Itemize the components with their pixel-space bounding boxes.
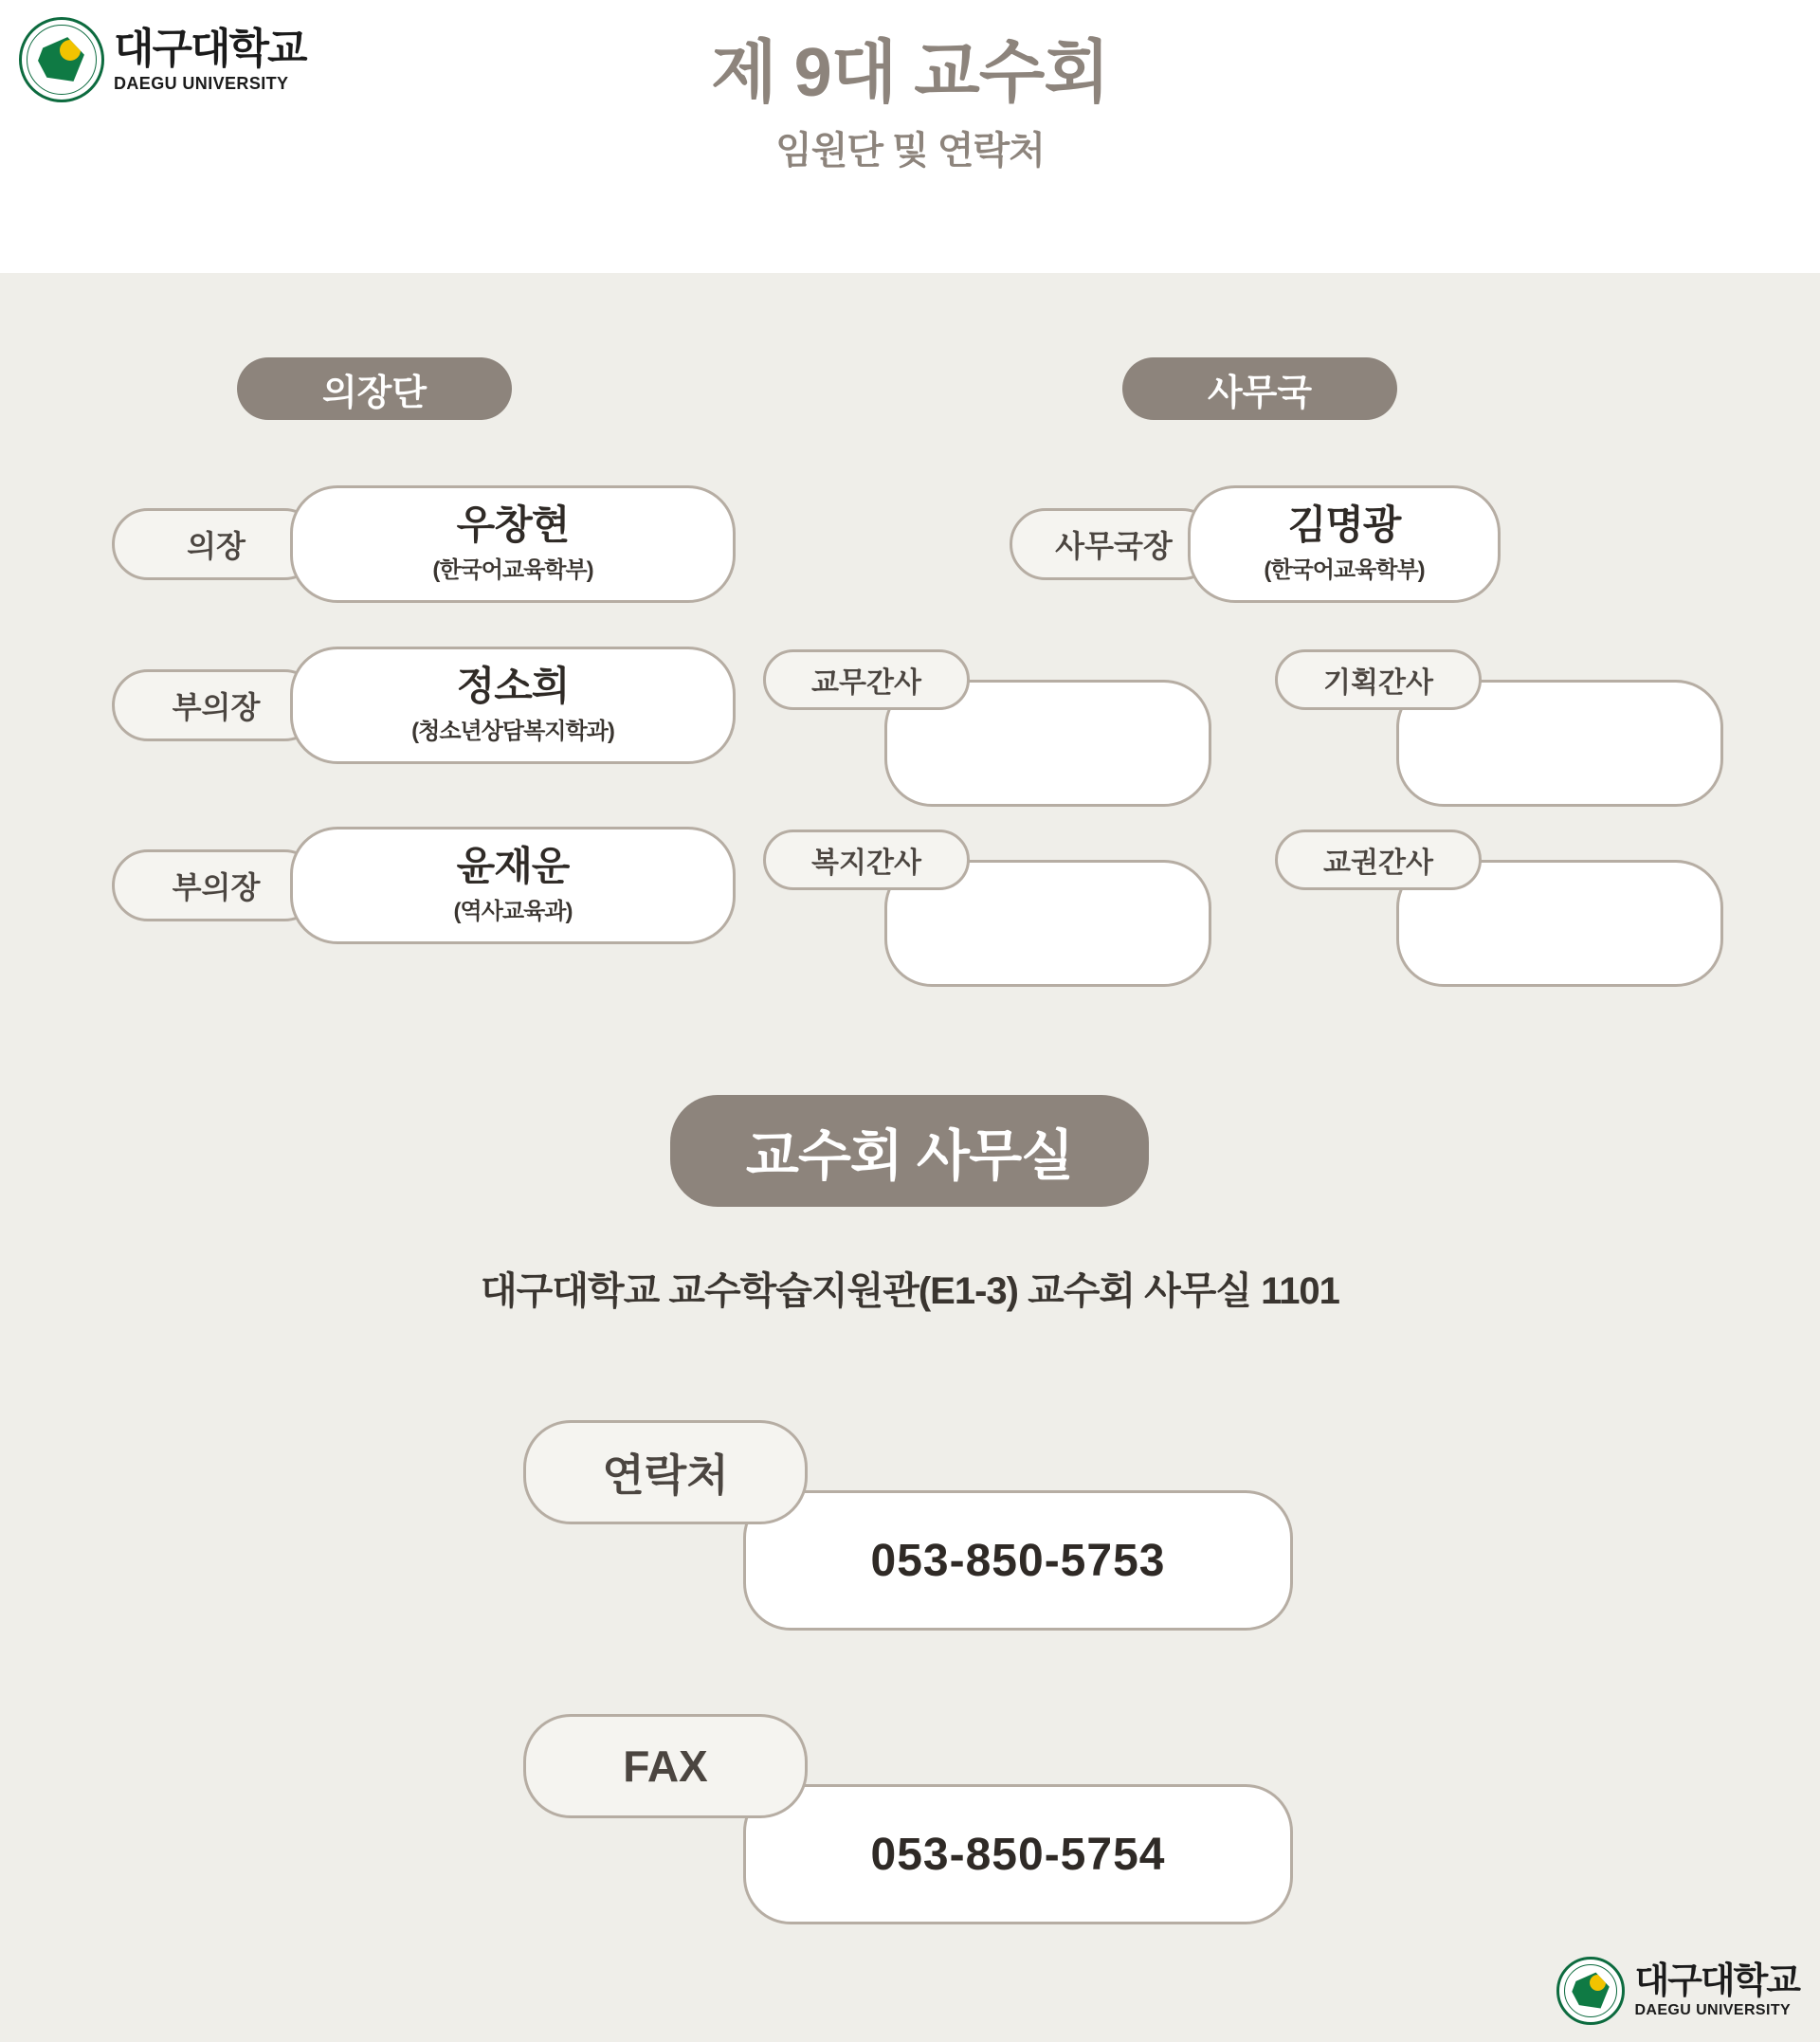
- person-dept-vice-chair-2: (역사교육과): [453, 898, 573, 924]
- role-label-vice-chair-2: 부의장: [112, 849, 320, 921]
- role-label-secretary-general: 사무국장: [1010, 508, 1218, 580]
- person-name-vice-chair-2: 윤재운: [456, 844, 570, 889]
- person-dept-chair: (한국어교육학부): [432, 556, 593, 583]
- university-name-ko-bottom: 대구대학교: [1634, 1961, 1799, 2001]
- university-seal-icon-bottom: [1556, 1957, 1625, 2025]
- university-name-ko: 대구대학교: [114, 25, 306, 72]
- contact-row-fax: [523, 1714, 1301, 1932]
- office-address: 대구대학교 교수학습지원관(E1-3) 교수회 사무실 1101: [481, 1270, 1339, 1312]
- contact-value-phone[interactable]: 053-850-5753: [743, 1490, 1293, 1631]
- person-name-secretary-general: 김명광: [1287, 502, 1401, 548]
- person-name-vice-chair-1: 정소희: [456, 664, 570, 709]
- person-card-vice-chair-2: [290, 827, 736, 944]
- role-label-welfare: 복지간사: [763, 830, 970, 890]
- staff-row-planning: [1275, 649, 1725, 811]
- role-label-faculty-rights: 교권간사: [1275, 830, 1482, 890]
- person-card-vice-chair-1: [290, 647, 736, 764]
- university-logo-text-bottom: [1634, 1963, 1799, 2018]
- person-name-chair: 우창현: [456, 502, 570, 548]
- contact-label-phone: 연락처: [523, 1420, 808, 1524]
- person-dept-secretary-general: (한국어교육학부): [1264, 556, 1425, 583]
- university-name-en: DAEGU UNIVERSITY: [114, 73, 289, 93]
- contact-label-fax: FAX: [523, 1714, 808, 1818]
- page-subtitle: 임원단 및 연락처: [775, 130, 1045, 173]
- contact-row-phone: [523, 1420, 1301, 1638]
- page-title: 제 9대 교수회: [711, 35, 1109, 111]
- section-heading-chair-group: 의장단: [237, 357, 512, 420]
- university-logo-bottom: [1556, 1957, 1799, 2025]
- section-heading-office: 교수회 사무실: [670, 1095, 1149, 1207]
- role-label-chair: 의장: [112, 508, 320, 580]
- section-heading-secretariat: 사무국: [1122, 357, 1397, 420]
- contact-value-fax: 053-850-5754: [743, 1784, 1293, 1924]
- person-dept-vice-chair-1: (청소년상담복지학과): [411, 718, 614, 744]
- university-name-en-bottom: DAEGU UNIVERSITY: [1634, 2002, 1792, 2018]
- person-card-secretary-general: [1188, 485, 1501, 603]
- staff-row-academic-affairs: [763, 649, 1213, 811]
- person-card-chair: [290, 485, 736, 603]
- role-label-planning: 기획간사: [1275, 649, 1482, 710]
- title-block: [0, 36, 1820, 174]
- role-label-academic-affairs: 교무간사: [763, 649, 970, 710]
- role-label-vice-chair-1: 부의장: [112, 669, 320, 741]
- staff-row-welfare: [763, 830, 1213, 991]
- staff-row-faculty-rights: [1275, 830, 1725, 991]
- page-header: [0, 0, 1820, 273]
